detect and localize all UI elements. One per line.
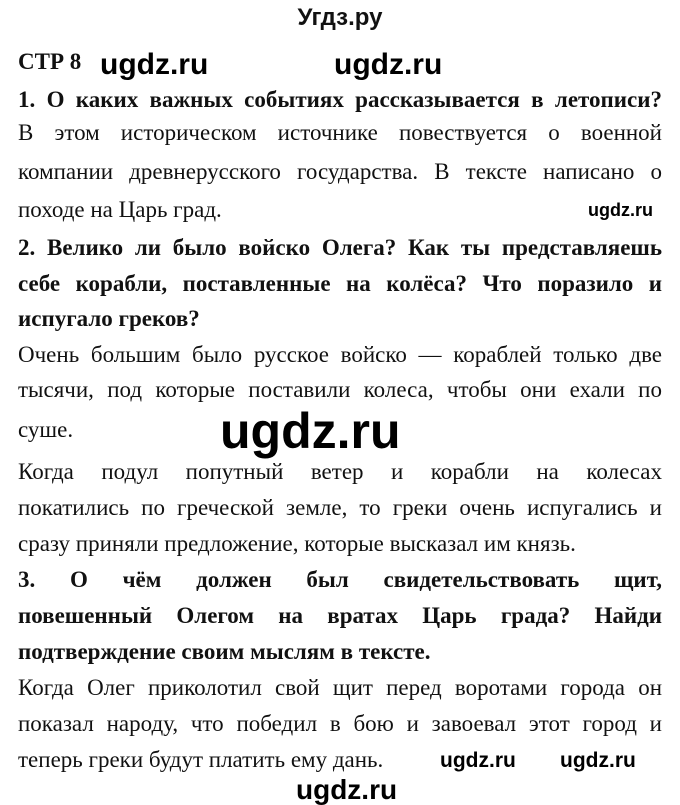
watermark: ugdz.ru bbox=[560, 749, 636, 772]
question-3-line: 3. О чём должен был свидетельствовать щит, bbox=[18, 567, 662, 592]
watermark: ugdz.ru bbox=[100, 48, 209, 81]
question-3-line: повешенный Олегом на вратах Царь града? Найди bbox=[18, 603, 662, 628]
answer-2b-line: сразу приняли предложение, которые высказал им князь. bbox=[18, 531, 576, 556]
question-1: 1. О каких важных событиях рассказывается в летописи? bbox=[18, 87, 662, 112]
answer-1-line: В этом историческом источнике повествуется о военной bbox=[18, 120, 662, 145]
question-3-line: подтверждение своим мыслям в тексте. bbox=[18, 639, 431, 664]
question-2-line: 2. Велико ли было войско Олега? Как ты представляешь bbox=[18, 235, 662, 260]
answer-2-line: тысячи, под которые поставили колеса, чтобы они ехали по bbox=[18, 377, 662, 402]
answer-1-line: компании древнерусского государства. В тексте написано о bbox=[18, 159, 662, 184]
page-label: СТР 8 bbox=[18, 49, 82, 74]
question-2-line: испугало греков? bbox=[18, 306, 200, 331]
answer-3-line: теперь греки будут платить ему дань. bbox=[18, 747, 384, 772]
question-2-line: себе корабли, поставленные на колёса? Что поразило и bbox=[18, 271, 662, 296]
watermark: ugdz.ru bbox=[334, 48, 443, 81]
watermark: ugdz.ru bbox=[296, 774, 398, 805]
watermark: ugdz.ru bbox=[588, 200, 653, 220]
watermark: ugdz.ru bbox=[220, 403, 401, 459]
answer-3-line: Когда Олег приколотил свой щит перед воротами города он bbox=[18, 675, 662, 700]
site-title: Угдз.ру bbox=[297, 4, 383, 31]
answer-3-line: показал народу, что победил в бою и завоевал этот город и bbox=[18, 711, 662, 736]
answer-2b-line: Когда подул попутный ветер и корабли на колесах bbox=[18, 459, 662, 484]
answer-2-line: Очень большим было русское войско — кораблей только две bbox=[18, 342, 662, 367]
answer-1-line: походе на Царь град. bbox=[18, 197, 222, 222]
answer-2-line: суше. bbox=[18, 417, 74, 442]
watermark: ugdz.ru bbox=[440, 749, 516, 772]
answer-2b-line: покатились по греческой земле, то греки очень испугались и bbox=[18, 495, 662, 520]
